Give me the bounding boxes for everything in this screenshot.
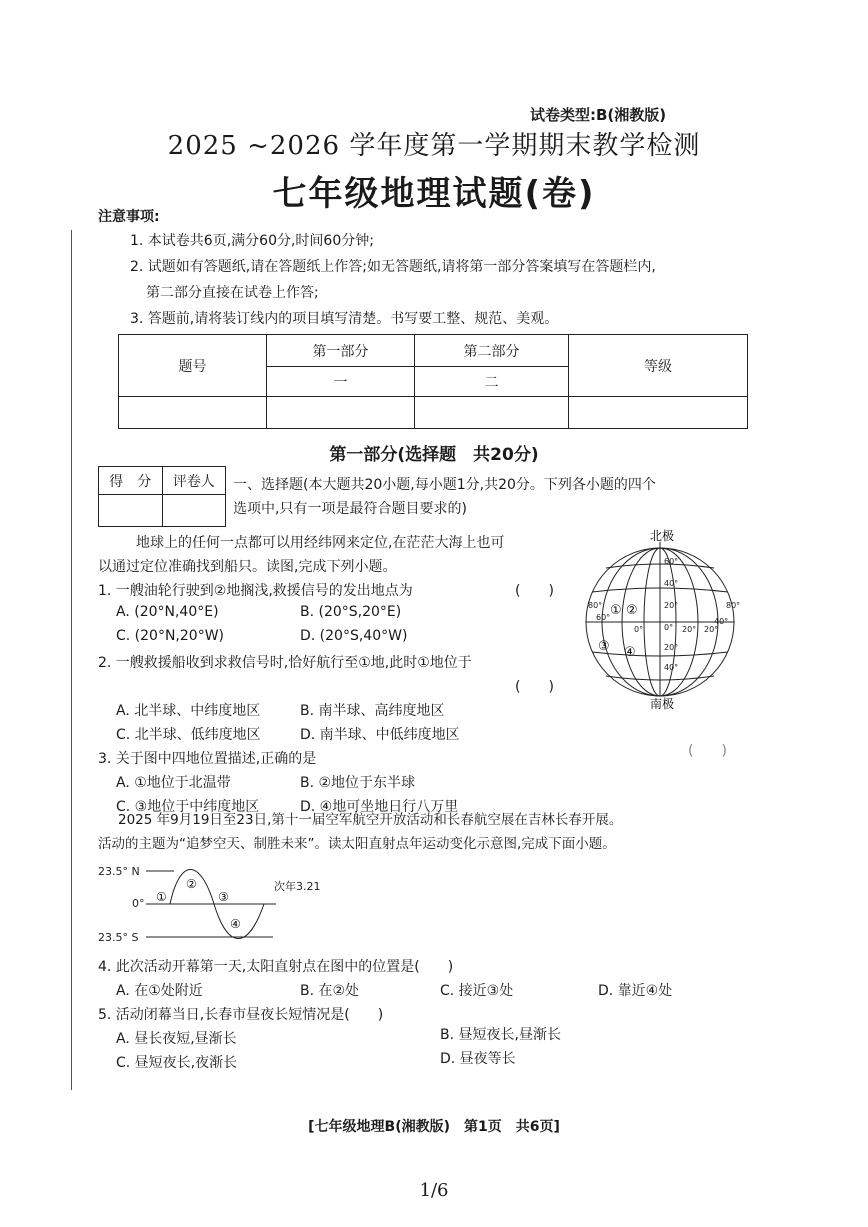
curve-point-4: ④ xyxy=(230,917,241,931)
option[interactable]: C. 接近③处 xyxy=(440,983,514,999)
question-stem: 4. 此次活动开幕第一天,太阳直射点在图中的位置是( ) xyxy=(98,959,454,975)
option[interactable]: A. 在①处附近 xyxy=(116,983,203,999)
score-grade-header: 等级 xyxy=(569,335,748,397)
lat-label: 0° xyxy=(664,623,674,632)
exam-title: 2025 ~2026 学年度第一学期期末教学检测 xyxy=(167,131,701,161)
notes-heading: 注意事项: xyxy=(98,209,160,225)
question-stem: 2. 一艘救援船收到求救信号时,恰好航行至①地,此时①地位于 xyxy=(98,655,472,671)
score-cell[interactable] xyxy=(415,397,569,429)
option[interactable]: A. 昼长夜短,昼渐长 xyxy=(116,1031,237,1047)
grader-person-label: 评卷人 xyxy=(162,467,226,495)
lat-label: 40° xyxy=(664,663,679,672)
option[interactable]: C. (20°N,20°W) xyxy=(116,628,224,644)
passage-line: 以通过定位准确找到船只。读图,完成下列小题。 xyxy=(98,559,397,575)
option[interactable]: C. ③地位于中纬度地区 xyxy=(116,799,260,815)
score-cell[interactable] xyxy=(569,397,748,429)
option[interactable]: D. 南半球、中低纬度地区 xyxy=(300,727,460,743)
lon-label: 20° xyxy=(704,625,719,634)
globe-point-2: ② xyxy=(626,603,638,618)
globe-diagram xyxy=(580,528,742,710)
score-part2-sub: 二 xyxy=(415,367,569,397)
section-instruction: 选项中,只有一项是最符合题目要求的) xyxy=(233,501,467,517)
score-part1-header: 第一部分 xyxy=(267,335,415,367)
lon-label: 80° xyxy=(588,601,603,610)
curve-point-3: ③ xyxy=(218,890,229,904)
tropic-south-label: 23.5° S xyxy=(98,931,139,944)
note-item: 2. 试题如有答题纸,请在答题纸上作答;如无答题纸,请将第一部分答案填写在答题栏内, xyxy=(130,259,656,275)
solar-path-diagram xyxy=(98,860,328,950)
option[interactable]: B. (20°S,20°E) xyxy=(300,604,402,620)
section-instruction: 一、选择题(本大题共20小题,每小题1分,共20分。下列各小题的四个 xyxy=(233,477,656,493)
globe-point-4: ④ xyxy=(624,645,636,660)
lat-label: 40° xyxy=(664,579,679,588)
option[interactable]: A. ①地位于北温带 xyxy=(116,775,231,791)
paper-type: 试卷类型:B(湘教版) xyxy=(530,106,667,124)
grader-score-label: 得 分 xyxy=(99,467,163,495)
score-cell[interactable] xyxy=(119,397,267,429)
option[interactable]: D. 靠近④处 xyxy=(598,983,673,999)
answer-blank[interactable]: ( ) xyxy=(515,583,554,599)
option[interactable]: B. ②地位于东半球 xyxy=(300,775,416,791)
lon-label: 20° xyxy=(682,625,697,634)
passage-line: 地球上的任何一点都可以用经纬网来定位,在茫茫大海上也可 xyxy=(136,535,505,551)
option[interactable]: A. 北半球、中纬度地区 xyxy=(116,703,261,719)
score-part1-sub: 一 xyxy=(267,367,415,397)
score-cell[interactable] xyxy=(267,397,415,429)
curve-point-1: ① xyxy=(156,890,167,904)
curve-point-2: ② xyxy=(186,877,197,891)
score-row-label: 题号 xyxy=(119,335,267,397)
question-stem: 3. 关于图中四地位置描述,正确的是 xyxy=(98,751,317,767)
question-stem: 5. 活动闭幕当日,长春市昼夜长短情况是( ) xyxy=(98,1007,384,1023)
lon-label: 80° xyxy=(726,601,741,610)
option[interactable]: D. (20°S,40°W) xyxy=(300,628,408,644)
option[interactable]: D. ④地可坐地日行八万里 xyxy=(300,799,459,815)
tropic-north-label: 23.5° N xyxy=(98,865,140,878)
south-pole-label: 南极 xyxy=(650,697,675,710)
passage-line: 活动的主题为“追梦空天、制胜未来”。读太阳直射点年运动变化示意图,完成下面小题。 xyxy=(98,836,616,852)
globe-point-3: ③ xyxy=(598,639,610,654)
equator-label: 0° xyxy=(132,897,145,910)
grader-person-cell[interactable] xyxy=(162,495,226,527)
option[interactable]: C. 昼短夜长,夜渐长 xyxy=(116,1055,238,1071)
page-title: 七年级地理试题(卷) xyxy=(272,174,596,214)
answer-blank[interactable]: ( ) xyxy=(688,743,727,759)
option[interactable]: C. 北半球、低纬度地区 xyxy=(116,727,261,743)
grader-score-cell[interactable] xyxy=(99,495,163,527)
option[interactable]: D. 昼夜等长 xyxy=(440,1051,516,1067)
lat-label: 20° xyxy=(664,601,679,610)
lat-label: 20° xyxy=(664,643,679,652)
north-pole-label: 北极 xyxy=(650,529,675,543)
option[interactable]: B. 在②处 xyxy=(300,983,360,999)
note-item: 3. 答题前,请将装订线内的项目填写清楚。书写要工整、规范、美观。 xyxy=(130,311,559,327)
page-number: 1/6 xyxy=(419,1180,449,1201)
next-year-label: 次年3.21 xyxy=(274,880,321,893)
score-table xyxy=(118,334,748,429)
question-stem: 1. 一艘油轮行驶到②地搁浅,救援信号的发出地点为 xyxy=(98,583,413,599)
option[interactable]: B. 南半球、高纬度地区 xyxy=(300,703,445,719)
lon-label: 0° xyxy=(634,625,644,634)
option[interactable]: A. (20°N,40°E) xyxy=(116,604,219,620)
binding-line xyxy=(71,230,72,1090)
option[interactable]: B. 昼短夜长,昼渐长 xyxy=(440,1027,561,1043)
lon-label: 60° xyxy=(596,613,611,622)
answer-blank[interactable]: ( ) xyxy=(515,679,554,695)
score-part2-header: 第二部分 xyxy=(415,335,569,367)
passage-line: 2025 年9月19日至23日,第十一届空军航空开放活动和长春航空展在吉林长春开展。 xyxy=(118,812,623,828)
grader-table xyxy=(98,466,226,527)
page-footer: [七年级地理B(湘教版) 第1页 共6页] xyxy=(308,1119,560,1135)
section-title: 第一部分(选择题 共20分) xyxy=(329,445,539,465)
lon-label: 40° xyxy=(714,617,729,626)
lat-label: 60° xyxy=(664,557,679,566)
note-item: 第二部分直接在试卷上作答; xyxy=(146,285,319,301)
globe-point-1: ① xyxy=(610,603,622,618)
note-item: 1. 本试卷共6页,满分60分,时间60分钟; xyxy=(130,233,374,249)
